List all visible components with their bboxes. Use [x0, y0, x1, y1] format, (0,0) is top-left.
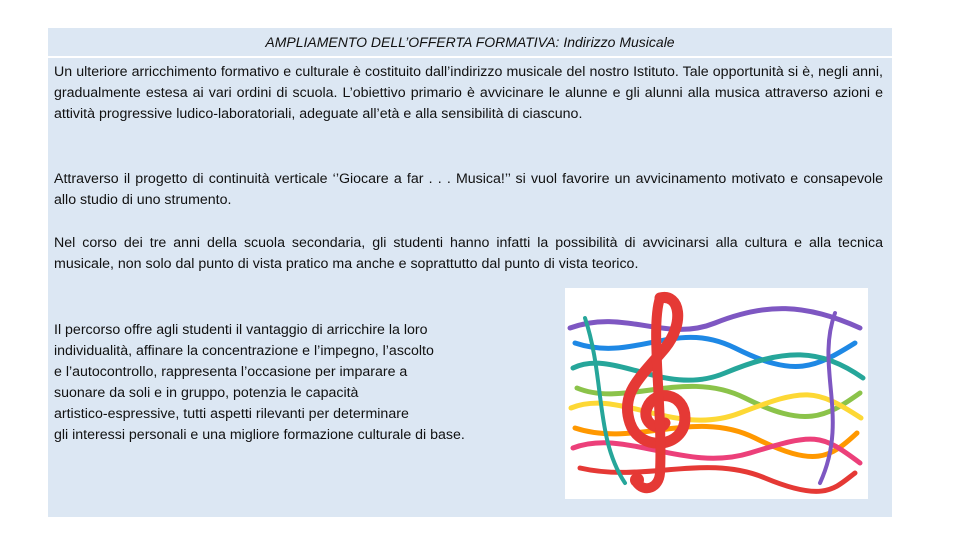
paragraph-secondary-school: Nel corso dei tre anni della scuola secondaria, gli studenti hanno infatti la possibilità di avvicinarsi alla cultura e alla tecnica musicale, non solo dal punto di vista pratico ma anche e soprattutto dal punto di vista teorico.: [54, 235, 883, 272]
paragraph-intro: Un ulteriore arricchimento formativo e culturale è costituito dall’indirizzo musicale del nostro Istituto. Tale opportunità si è, negli anni, gradualmente estesa ai vari ordini di scuola. L’obiettivo primario è avvicinare le alunne e gli alunni alla musica attraverso azioni e attività progressive ludico-laboratoriali, adeguate all’età e alla sensibilità di ciascuno.: [54, 64, 883, 122]
title-bar: [48, 28, 892, 56]
page-title: AMPLIAMENTO DELL’OFFERTA FORMATIVA: Indirizzo Musicale: [265, 34, 675, 50]
paragraph-benefits: Il percorso offre agli studenti il vantaggio di arricchire la loro individualità, affinare la concentrazione e l’impegno, l’ascolto e l’autocontrollo, rappresenta l’occasione per imparare a suonare da soli e in gruppo, potenzia le capacità artistico-espressive, tutti aspetti rilevanti per determinare gli interessi personali e una migliore formazione culturale di base.: [54, 322, 465, 443]
paragraph-project: Attraverso il progetto di continuità verticale ‘’Giocare a far . . . Musica!’’ si vuol favorire un avvicinamento motivato e consapevole allo studio di uno strumento.: [54, 171, 883, 208]
music-illustration: [565, 288, 868, 499]
treble-clef-icon: [565, 288, 868, 499]
